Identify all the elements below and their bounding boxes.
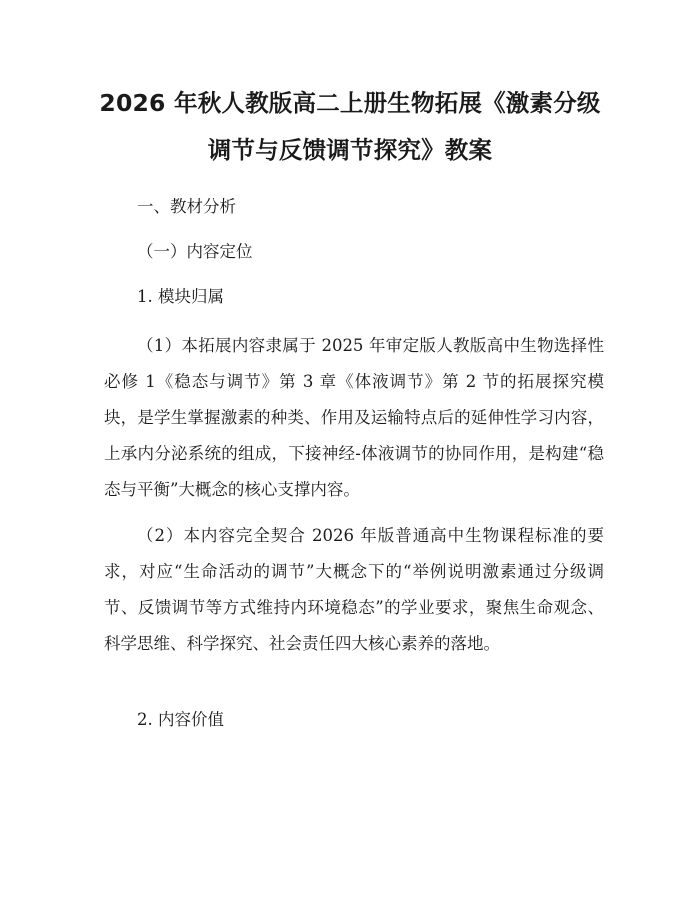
item-heading-module: 1. 模块归属 (137, 287, 224, 306)
paragraph-module-affiliation: （1）本拓展内容隶属于 2025 年审定版人教版高中生物选择性必修 1《稳态与调节》第 3 章《体液调节》第 2 节的拓展探究模块，是学生掌握激素的种类、作用及运输特点后的延伸性学习内容，上承内分泌系统的组成，下接神经-体液调节的协同作用，是构建“稳态与平衡”大概念的核心支撑内容。 (104, 336, 604, 499)
subsection-heading: （一）内容定位 (137, 242, 253, 261)
paragraph-curriculum-standard: （2）本内容完全契合 2026 年版普通高中生物课程标准的要求，对应“生命活动的调节”大概念下的“举例说明激素通过分级调节、反馈调节等方式维持内环境稳态”的学业要求，聚焦生命观念、科学思维、科学探究、社会责任四大核心素养的落地。 (104, 526, 604, 653)
document-title: 2026 年秋人教版高二上册生物拓展《激素分级调节与反馈调节探究》教案 (99, 89, 601, 164)
section-heading: 一、教材分析 (137, 197, 236, 216)
item-heading-value: 2. 内容价值 (137, 710, 224, 729)
